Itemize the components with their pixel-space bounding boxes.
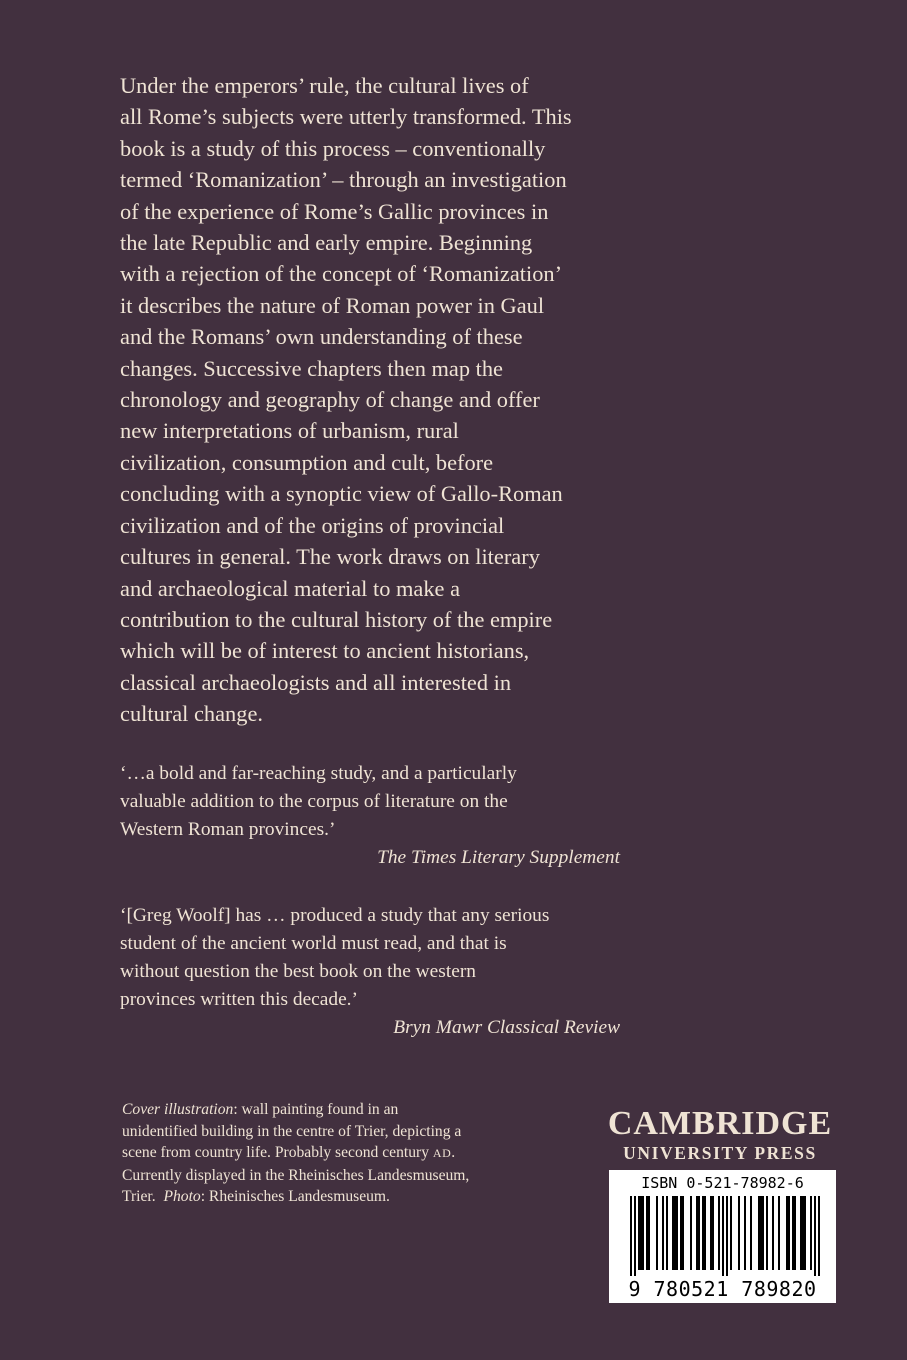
barcode-bar xyxy=(744,1196,746,1270)
barcode-bar xyxy=(722,1196,724,1276)
barcode-bar xyxy=(630,1196,632,1276)
barcode-bar xyxy=(640,1196,642,1270)
caption-line: unidentified building in the centre of Trier, depicting a xyxy=(122,1122,462,1140)
blurb-line: the late Republic and early empire. Beginning xyxy=(120,230,533,256)
barcode-bar xyxy=(730,1196,732,1270)
barcode-bar xyxy=(792,1196,794,1270)
barcode-bar xyxy=(778,1196,780,1270)
barcode-bar xyxy=(710,1196,712,1270)
blurb-line: civilization and of the origins of provincial xyxy=(120,512,505,538)
barcode-bar xyxy=(642,1196,644,1270)
blurb-line: which will be of interest to ancient historians, xyxy=(120,638,530,664)
blurb-line: termed ‘Romanization’ – through an investigation xyxy=(120,167,567,193)
barcode-bar xyxy=(726,1196,728,1276)
quote-source: The Times Literary Supplement xyxy=(377,847,620,868)
quote-line: without question the best book on the western xyxy=(120,961,476,982)
quote-line: valuable addition to the corpus of literature on the xyxy=(120,791,508,812)
barcode-bar xyxy=(712,1196,714,1270)
barcode-bar xyxy=(662,1196,664,1270)
quote-line: student of the ancient world must read, and that is xyxy=(120,933,507,954)
publisher-subtitle: UNIVERSITY PRESS xyxy=(623,1143,817,1163)
barcode-bar xyxy=(758,1196,760,1270)
barcode-bar xyxy=(666,1196,668,1270)
quote-source: Bryn Mawr Classical Review xyxy=(393,1017,620,1038)
barcode-bar xyxy=(648,1196,650,1270)
quote-line: Western Roman provinces.’ xyxy=(120,819,336,840)
barcode-bar xyxy=(738,1196,740,1270)
blurb-line: book is a study of this process – conventionally xyxy=(120,135,546,161)
blurb-line: changes. Successive chapters then map the xyxy=(120,355,503,381)
barcode-bar xyxy=(672,1196,674,1270)
barcode-bar xyxy=(766,1196,768,1270)
review-quote-1 xyxy=(120,760,620,872)
barcode-bar xyxy=(810,1196,812,1270)
ean-digits: 9 780521 789820 xyxy=(628,1277,817,1301)
blurb-line: it describes the nature of Roman power in Gaul xyxy=(120,292,545,318)
quote-line: provinces written this decade.’ xyxy=(120,989,358,1010)
blurb-line: contribution to the cultural history of the empire xyxy=(120,606,553,632)
back-cover-blurb xyxy=(120,70,630,730)
barcode-bar xyxy=(690,1196,692,1270)
blurb-line: concluding with a synoptic view of Gallo-Roman xyxy=(120,481,563,507)
barcode-bar xyxy=(634,1196,636,1276)
blurb-line: civilization, consumption and cult, before xyxy=(120,449,494,475)
blurb-line: and the Romans’ own understanding of these xyxy=(120,324,523,350)
barcode-bar xyxy=(646,1196,648,1270)
barcode-bar xyxy=(760,1196,762,1270)
publisher-name: CAMBRIDGE xyxy=(607,1105,833,1142)
barcode-bars xyxy=(613,1196,832,1276)
era-abbreviation: AD xyxy=(432,1146,452,1161)
barcode-bar xyxy=(718,1196,720,1270)
barcode-bar xyxy=(698,1196,700,1270)
photo-label: Photo xyxy=(163,1188,201,1206)
review-quote-2 xyxy=(120,902,620,1042)
barcode-bar xyxy=(674,1196,676,1270)
blurb-line: with a rejection of the concept of ‘Romanization’ xyxy=(120,261,563,287)
barcode-bar xyxy=(676,1196,678,1270)
publisher-logo xyxy=(600,1106,840,1164)
cover-illustration-caption xyxy=(122,1099,562,1208)
blurb-line: new interpretations of urbanism, rural xyxy=(120,418,459,444)
blurb-line: classical archaeologists and all interested in xyxy=(120,669,512,695)
barcode-bar xyxy=(682,1196,684,1270)
blurb-line: Under the emperors’ rule, the cultural lives of xyxy=(120,73,529,98)
isbn-text: ISBN 0-521-78982-6 xyxy=(641,1174,804,1192)
barcode-bar xyxy=(818,1196,820,1276)
barcode-bar xyxy=(680,1196,682,1270)
caption-line: scene from country life. Probably second century AD. xyxy=(122,1144,456,1162)
blurb-line: of the experience of Rome’s Gallic provinces in xyxy=(120,198,549,224)
barcode-bar xyxy=(804,1196,806,1270)
barcode-bar xyxy=(814,1196,816,1276)
quote-line: ‘…a bold and far-reaching study, and a particularly xyxy=(120,763,517,784)
blurb-line: all Rome’s subjects were utterly transformed. This xyxy=(120,104,572,130)
quote-line: ‘[Greg Woolf] has … produced a study that any serious xyxy=(120,905,550,926)
blurb-line: and archaeological material to make a xyxy=(120,575,461,601)
barcode-bar xyxy=(704,1196,706,1270)
barcode-bar xyxy=(762,1196,764,1270)
barcode-bar xyxy=(772,1196,774,1270)
blurb-line: chronology and geography of change and offer xyxy=(120,387,540,413)
blurb-line: cultures in general. The work draws on literary xyxy=(120,544,540,570)
caption-label: Cover illustration xyxy=(122,1101,234,1118)
barcode-bar xyxy=(656,1196,658,1270)
barcode-bar xyxy=(786,1196,788,1270)
isbn-barcode xyxy=(609,1170,836,1303)
barcode-bar xyxy=(750,1196,752,1270)
barcode-bar xyxy=(802,1196,804,1270)
barcode-bar xyxy=(800,1196,802,1270)
caption-line: Currently displayed in the Rheinisches Landesmuseum, xyxy=(122,1166,470,1184)
barcode-bar xyxy=(696,1196,698,1270)
barcode-bar xyxy=(702,1196,704,1270)
caption-line: Trier. Photo: Rheinisches Landesmuseum. xyxy=(122,1188,390,1206)
caption-line: Cover illustration: wall painting found in an xyxy=(122,1101,399,1118)
barcode-bar xyxy=(794,1196,796,1270)
blurb-line: cultural change. xyxy=(120,701,263,727)
barcode-bar xyxy=(788,1196,790,1270)
barcode-bar xyxy=(638,1196,640,1270)
